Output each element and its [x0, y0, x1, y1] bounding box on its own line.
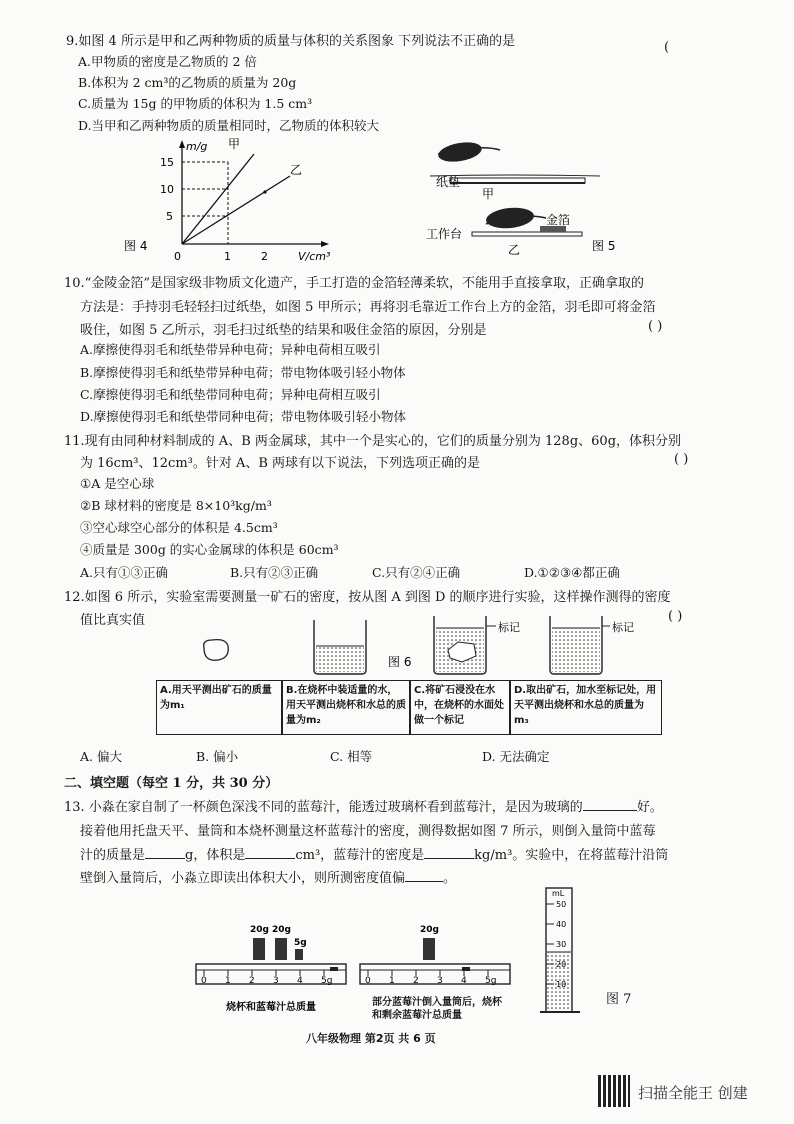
rl-4: 4: [297, 976, 303, 986]
cyl-50: 50: [556, 900, 567, 909]
q10-line-3: 吸住，如图 5 乙所示，羽毛扫过纸垫的结果和吸住金箔的原因，分别是: [80, 323, 487, 338]
q11-option-a: A.只有①③正确: [80, 565, 169, 580]
weight-left-2-label: 20g: [272, 925, 291, 935]
rr-0: 0: [365, 976, 371, 986]
blank-4: [424, 846, 474, 859]
ore-icon: [204, 640, 229, 661]
cyl-20: 20: [556, 960, 567, 969]
weight-icon: [423, 938, 435, 960]
q10-paren: ( ): [648, 319, 663, 334]
q12-mark-2: 标记: [612, 621, 634, 634]
weight-icon: [295, 949, 303, 960]
weight-left-1-label: 20g: [250, 925, 269, 935]
figure-4-caption: 图 4: [124, 239, 148, 253]
figure-7-caption: 图 7: [606, 992, 632, 1007]
fig5-foil: 金箔: [546, 213, 571, 227]
weight-icon: [253, 938, 265, 960]
q13-line-4a: 壁倒入量筒后，小淼立即读出体积大小，则所测密度值偏: [80, 871, 406, 886]
cyl-40: 40: [556, 920, 567, 929]
rl-5: 5g: [321, 976, 333, 986]
graph-xlabel: V/cm³: [298, 250, 331, 263]
q13-line-1a: 13. 小淼在家自制了一杯颜色深浅不同的蓝莓汁，能透过玻璃杯看到蓝莓汁，是因为玻璃的: [64, 800, 583, 815]
q13-line-3b: g，体积是: [185, 848, 246, 863]
q9-stem: 9.如图 4 所示是甲和乙两种物质的质量与体积的关系图象 下列说法不正确的是: [66, 34, 516, 49]
q11-paren: ( ): [674, 452, 689, 467]
q13-line-3c: cm³，蓝莓汁的密度是: [295, 848, 425, 863]
q9-option-d: D.当甲和乙两种物质的质量相同时，乙物质的体积较大: [78, 118, 380, 133]
q12-line-1: 12.如图 6 所示，实验室需要测量一矿石的密度，按从图 A 到图 D 的顺序进行实验，这样操作测得的密度: [64, 590, 671, 605]
graph-ytick-10: 10: [160, 183, 174, 196]
q12-mark-1: 标记: [498, 621, 520, 634]
blank-3: [245, 846, 295, 859]
q12-step-b: B.在烧杯中装适量的水，用天平测出烧杯和水总的质量为m₂: [282, 680, 410, 735]
page-footer: 八年级物理 第2页 共 6 页: [306, 1032, 436, 1045]
q10-option-b: B.摩擦使得羽毛和纸垫带异种电荷；带电物体吸引轻小物体: [80, 365, 406, 380]
q12-step-c: C.将矿石浸没在水中，在烧杯的水面处做一个标记: [410, 680, 510, 735]
graph-ytick-15: 15: [160, 156, 174, 169]
q9-option-b: B.体积为 2 cm³的乙物质的质量为 20g: [78, 75, 297, 90]
q13-line-3a: 汁的质量是: [80, 848, 146, 863]
q12-option-a: A. 偏大: [80, 749, 122, 764]
rl-3: 3: [273, 976, 279, 986]
graph-ylabel: m/g: [186, 140, 208, 153]
weight-left-3-label: 5g: [294, 938, 307, 948]
q10-line-2: 方法是：手持羽毛轻轻扫过纸垫，如图 5 甲所示；再将羽毛靠近工作台上方的金箔，羽毛即可将金箔: [80, 300, 656, 315]
q12-line-2: 值比真实值: [80, 613, 146, 628]
q11-line-1: 11.现有由同种材料制成的 A、B 两金属球，其中一个是实心的，它们的质量分别为 128g、60g，体积分别: [64, 434, 682, 449]
blank-2: [145, 846, 185, 859]
q12-paren: ( ): [668, 609, 683, 624]
qr-code-icon: [598, 1075, 630, 1107]
rl-1: 1: [225, 976, 231, 986]
q9-option-a: A.甲物质的密度是乙物质的 2 倍: [78, 54, 257, 69]
graph-xtick-1: 1: [224, 250, 231, 263]
q13-line-3: [80, 844, 668, 863]
section-2-heading: 二、填空题（每空 1 分，共 30 分）: [64, 776, 279, 791]
q12-option-b: B. 偏小: [196, 749, 239, 764]
q13-line-4b: 。: [443, 871, 457, 886]
q12-option-d: D. 无法确定: [482, 749, 550, 764]
q13-line-1b: 好。: [636, 800, 663, 815]
figure-5: [420, 134, 630, 264]
fig5-paper: 纸垫: [436, 175, 461, 189]
q11-statement-2: ②B 球材料的密度是 8×10³kg/m³: [80, 498, 272, 513]
rr-1: 1: [389, 976, 395, 986]
q9-paren: (: [664, 40, 670, 55]
q13-line-4: [80, 867, 456, 886]
q12-step-d: D.取出矿石，加水至标记处，用天平测出烧杯和水总的质量为m₃: [510, 680, 662, 735]
q11-line-2: 为 16cm³、12cm³。针对 A、B 两球有以下说法，下列选项正确的是: [80, 456, 481, 471]
blank-5: [405, 869, 443, 882]
q10-option-c: C.摩擦使得羽毛和纸垫带同种电荷；异种电荷相互吸引: [80, 387, 381, 402]
rr-4: 4: [461, 976, 467, 986]
rr-2: 2: [413, 976, 419, 986]
graph-line-jia: 甲: [228, 137, 241, 151]
q11-option-c: C.只有②④正确: [372, 565, 461, 580]
rr-5: 5g: [485, 976, 497, 986]
scale-right-caption: 部分蓝莓汁倒入量筒后，烧杯和剩余蓝莓汁总质量: [372, 997, 502, 1021]
figure-5-caption: 图 5: [592, 239, 616, 253]
q13-line-3d: kg/m³。实验中，在将蓝莓汁沿筒: [474, 848, 669, 863]
ruler-left-ticks: [204, 970, 324, 976]
figure-6-caption: 图 6: [388, 655, 412, 669]
rr-3: 3: [437, 976, 443, 986]
figure-4-graph: [120, 136, 350, 266]
graph-line-yi: 乙: [290, 163, 303, 177]
q12-step-a: A.用天平测出矿石的质量为m₁: [156, 680, 282, 735]
watermark-text: 扫描全能王 创建: [638, 1084, 748, 1102]
graph-xtick-2: 2: [261, 250, 268, 263]
blank-1: [583, 798, 637, 811]
q11-option-b: B.只有②③正确: [230, 565, 319, 580]
scale-left-caption: 烧杯和蓝莓汁总质量: [226, 1002, 316, 1013]
q12-option-c: C. 相等: [330, 749, 373, 764]
q11-option-d: D.①②③④都正确: [524, 565, 620, 580]
fig5-table: 工作台: [426, 227, 463, 241]
cyl-10: 10: [556, 980, 567, 989]
q13-line-1: [64, 796, 663, 815]
fig5-jia: 甲: [482, 187, 495, 201]
weight-right-label: 20g: [420, 925, 439, 935]
q11-statement-1: ①A 是空心球: [80, 476, 155, 491]
graph-xtick-0: 0: [174, 250, 181, 263]
q10-option-d: D.摩擦使得羽毛和纸垫带同种电荷；带电物体吸引轻小物体: [80, 409, 407, 424]
q13-line-2: 接着他用托盘天平、量筒和本烧杯测量这杯蓝莓汁的密度，测得数据如图 7 所示，则倒入量筒中蓝莓: [80, 824, 656, 839]
figure-6-illustrations: [190, 610, 650, 680]
fig5-yi: 乙: [508, 243, 521, 257]
rl-0: 0: [201, 976, 207, 986]
weight-icon: [275, 938, 287, 960]
graduated-cylinder: [538, 882, 588, 1022]
q11-statement-4: ④质量是 300g 的实心金属球的体积是 60cm³: [80, 542, 339, 557]
cyl-30: 30: [556, 940, 567, 949]
q9-option-c: C.质量为 15g 的甲物质的体积为 1.5 cm³: [78, 96, 313, 111]
q10-option-a: A.摩擦使得羽毛和纸垫带异种电荷；异种电荷相互吸引: [80, 342, 381, 357]
rl-2: 2: [249, 976, 255, 986]
q11-statement-3: ③空心球空心部分的体积是 4.5cm³: [80, 520, 278, 535]
graph-ytick-5: 5: [166, 210, 173, 223]
cylinder-unit: mL: [552, 889, 565, 898]
q10-line-1: 10.“金陵金箔”是国家级非物质文化遗产，手工打造的金箔轻薄柔软，不能用手直接拿取，正确拿取的: [64, 276, 644, 291]
